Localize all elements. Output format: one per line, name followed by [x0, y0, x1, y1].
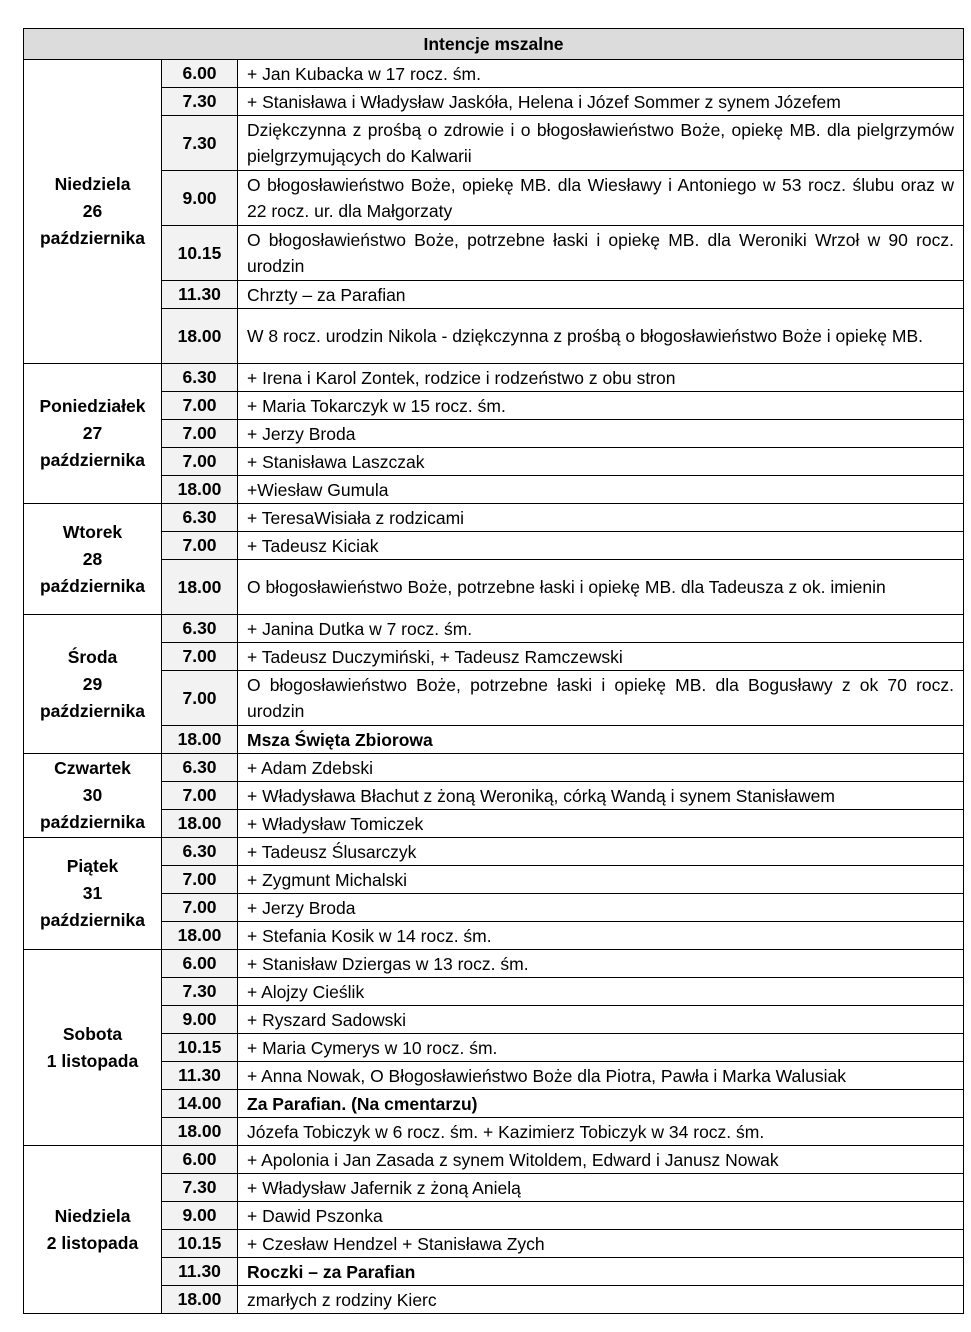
mass-time: 6.30: [162, 754, 238, 782]
mass-time: 7.30: [162, 1174, 238, 1202]
mass-time: 7.00: [162, 894, 238, 922]
mass-intention: Roczki – za Parafian: [238, 1258, 964, 1286]
day-month: października: [39, 812, 146, 832]
mass-time: 6.00: [162, 950, 238, 978]
mass-intention: + Tadeusz Ślusarczyk: [238, 838, 964, 866]
day-month: października: [39, 910, 146, 930]
mass-time: 7.00: [162, 782, 238, 810]
mass-time: 6.00: [162, 1146, 238, 1174]
table-row: [24, 1090, 964, 1118]
mass-time: 9.00: [162, 1006, 238, 1034]
mass-time: 18.00: [162, 1118, 238, 1146]
table-row: [24, 1118, 964, 1146]
table-row: [24, 950, 964, 978]
mass-intention: + Władysław Jafernik z żoną Anielą: [238, 1174, 964, 1202]
table-row: [24, 281, 964, 309]
title-row: [24, 29, 964, 60]
mass-intention: + Janina Dutka w 7 rocz. śm.: [238, 615, 964, 643]
table-row: [24, 894, 964, 922]
table-row: [24, 1174, 964, 1202]
table-row: [24, 226, 964, 281]
mass-time: 18.00: [162, 1286, 238, 1314]
mass-intention: + Czesław Hendzel + Stanisława Zych: [238, 1230, 964, 1258]
table-row: [24, 1146, 964, 1174]
mass-intention: Chrzty – za Parafian: [238, 281, 964, 309]
day-cell: [24, 504, 162, 615]
day-date: 2 listopada: [46, 1232, 139, 1253]
mass-intention: + TeresaWisiała z rodzicami: [238, 504, 964, 532]
table-row: [24, 1286, 964, 1314]
mass-intention: + Stefania Kosik w 14 rocz. śm.: [238, 922, 964, 950]
mass-time: 7.00: [162, 448, 238, 476]
mass-time: 10.15: [162, 1034, 238, 1062]
table-row: [24, 116, 964, 171]
table-row: [24, 532, 964, 560]
table-row: [24, 1062, 964, 1090]
table-row: [24, 671, 964, 726]
mass-time: 7.00: [162, 671, 238, 726]
mass-intention: + Maria Cymerys w 10 rocz. śm.: [238, 1034, 964, 1062]
mass-intention: + Ryszard Sadowski: [238, 1006, 964, 1034]
day-month: października: [39, 228, 146, 248]
mass-intention: + Anna Nowak, O Błogosławieństwo Boże dla Piotra, Pawła i Marka Walusiak: [238, 1062, 964, 1090]
mass-time: 18.00: [162, 560, 238, 615]
mass-time: 7.00: [162, 866, 238, 894]
mass-intention: + Jerzy Broda: [238, 894, 964, 922]
table-row: [24, 838, 964, 866]
table-row: [24, 810, 964, 838]
day-cell: [24, 950, 162, 1146]
mass-intention: +Wiesław Gumula: [238, 476, 964, 504]
mass-time: 6.30: [162, 615, 238, 643]
mass-time: 6.30: [162, 504, 238, 532]
mass-intention: + Stanisław Dziergas w 13 rocz. śm.: [238, 950, 964, 978]
table-row: [24, 560, 964, 615]
mass-time: 6.00: [162, 60, 238, 88]
mass-intention: + Zygmunt Michalski: [238, 866, 964, 894]
mass-intention: O błogosławieństwo Boże, potrzebne łaski i opiekę MB. dla Bogusławy z ok 70 rocz. urodzin: [238, 671, 964, 726]
mass-time: 18.00: [162, 810, 238, 838]
day-month: października: [39, 700, 146, 721]
mass-time: 18.00: [162, 726, 238, 754]
mass-intention: + Stanisława i Władysław Jaskóła, Helena i Józef Sommer z synem Józefem: [238, 88, 964, 116]
mass-time: 18.00: [162, 309, 238, 364]
mass-intention: zmarłych z rodziny Kierc: [238, 1286, 964, 1314]
mass-intentions-table: [23, 28, 964, 1314]
day-cell: [24, 838, 162, 950]
mass-intention: O błogosławieństwo Boże, potrzebne łaski i opiekę MB. dla Weroniki Wrzoł w 90 rocz. urodzin: [238, 226, 964, 281]
mass-time: 7.00: [162, 420, 238, 448]
mass-intention: + Maria Tokarczyk w 15 rocz. śm.: [238, 392, 964, 420]
table-row: [24, 420, 964, 448]
mass-intention: + Dawid Pszonka: [238, 1202, 964, 1230]
day-cell: [24, 754, 162, 838]
mass-time: 7.00: [162, 643, 238, 671]
day-date: 31: [82, 883, 103, 903]
table-row: [24, 782, 964, 810]
table-title: Intencje mszalne: [24, 29, 964, 60]
table-row: [24, 754, 964, 782]
day-name: Wtorek: [62, 521, 123, 542]
mass-time: 7.30: [162, 978, 238, 1006]
day-name: Piątek: [66, 856, 119, 876]
day-date: 28: [82, 548, 103, 569]
mass-time: 7.00: [162, 392, 238, 420]
mass-intention: + Stanisława Laszczak: [238, 448, 964, 476]
mass-time: 10.15: [162, 1230, 238, 1258]
table-row: [24, 504, 964, 532]
table-row: [24, 1230, 964, 1258]
table-row: [24, 60, 964, 88]
mass-time: 14.00: [162, 1090, 238, 1118]
table-row: [24, 643, 964, 671]
mass-time: 7.30: [162, 88, 238, 116]
day-name: Niedziela: [54, 174, 131, 194]
table-row: [24, 1202, 964, 1230]
day-name: Poniedziałek: [39, 396, 146, 416]
mass-intention: + Tadeusz Kiciak: [238, 532, 964, 560]
mass-intention: W 8 rocz. urodzin Nikola - dziękczynna z prośbą o błogosławieństwo Boże i opiekę MB.: [238, 309, 964, 364]
mass-intention: + Tadeusz Duczymiński, + Tadeusz Ramczewski: [238, 643, 964, 671]
mass-intention: Dziękczynna z prośbą o zdrowie i o błogosławieństwo Boże, opiekę MB. dla pielgrzymów pielgrzymujących do Kalwarii: [238, 116, 964, 171]
day-date: 27: [82, 423, 103, 443]
mass-intention: Za Parafian. (Na cmentarzu): [238, 1090, 964, 1118]
day-date: 1 listopada: [46, 1050, 139, 1071]
day-date: 29: [82, 673, 103, 694]
table-row: [24, 1006, 964, 1034]
table-row: [24, 364, 964, 392]
table-row: [24, 88, 964, 116]
day-cell: [24, 615, 162, 754]
table-row: [24, 476, 964, 504]
table-row: [24, 922, 964, 950]
day-name: Czwartek: [54, 758, 131, 778]
table-row: [24, 1034, 964, 1062]
mass-intention: + Władysław Tomiczek: [238, 810, 964, 838]
mass-intention: Msza Święta Zbiorowa: [238, 726, 964, 754]
mass-intention: + Apolonia i Jan Zasada z synem Witoldem, Edward i Janusz Nowak: [238, 1146, 964, 1174]
mass-intention: + Irena i Karol Zontek, rodzice i rodzeństwo z obu stron: [238, 364, 964, 392]
mass-time: 7.30: [162, 116, 238, 171]
mass-time: 6.30: [162, 364, 238, 392]
table-row: [24, 726, 964, 754]
table-body: [24, 29, 964, 1314]
day-name: Sobota: [62, 1023, 123, 1044]
day-name: Niedziela: [54, 1205, 131, 1226]
mass-time: 9.00: [162, 1202, 238, 1230]
table-row: [24, 309, 964, 364]
table-row: [24, 615, 964, 643]
day-cell: [24, 1146, 162, 1314]
mass-time: 11.30: [162, 1062, 238, 1090]
day-month: października: [39, 575, 146, 596]
table-row: [24, 392, 964, 420]
day-date: 26: [82, 201, 103, 221]
mass-intention: Józefa Tobiczyk w 6 rocz. śm. + Kazimierz Tobiczyk w 34 rocz. śm.: [238, 1118, 964, 1146]
mass-time: 11.30: [162, 1258, 238, 1286]
mass-intention: O błogosławieństwo Boże, opiekę MB. dla Wiesławy i Antoniego w 53 rocz. ślubu oraz w 22 rocz. ur. dla Małgorzaty: [238, 171, 964, 226]
day-cell: [24, 364, 162, 504]
table-row: [24, 978, 964, 1006]
mass-time: 18.00: [162, 922, 238, 950]
mass-time: 9.00: [162, 171, 238, 226]
mass-intention: + Jan Kubacka w 17 rocz. śm.: [238, 60, 964, 88]
mass-time: 18.00: [162, 476, 238, 504]
day-month: października: [39, 450, 146, 470]
table-row: [24, 171, 964, 226]
mass-intention: + Jerzy Broda: [238, 420, 964, 448]
mass-intention: + Alojzy Cieślik: [238, 978, 964, 1006]
mass-time: 11.30: [162, 281, 238, 309]
mass-time: 6.30: [162, 838, 238, 866]
table-row: [24, 866, 964, 894]
mass-intention: O błogosławieństwo Boże, potrzebne łaski i opiekę MB. dla Tadeusza z ok. imienin: [238, 560, 964, 615]
day-cell: [24, 60, 162, 364]
mass-time: 7.00: [162, 532, 238, 560]
mass-intention: + Władysława Błachut z żoną Weroniką, córką Wandą i synem Stanisławem: [238, 782, 964, 810]
day-name: Środa: [67, 646, 118, 667]
mass-intention: + Adam Zdebski: [238, 754, 964, 782]
day-date: 30: [82, 785, 103, 805]
mass-time: 10.15: [162, 226, 238, 281]
table-row: [24, 448, 964, 476]
table-row: [24, 1258, 964, 1286]
